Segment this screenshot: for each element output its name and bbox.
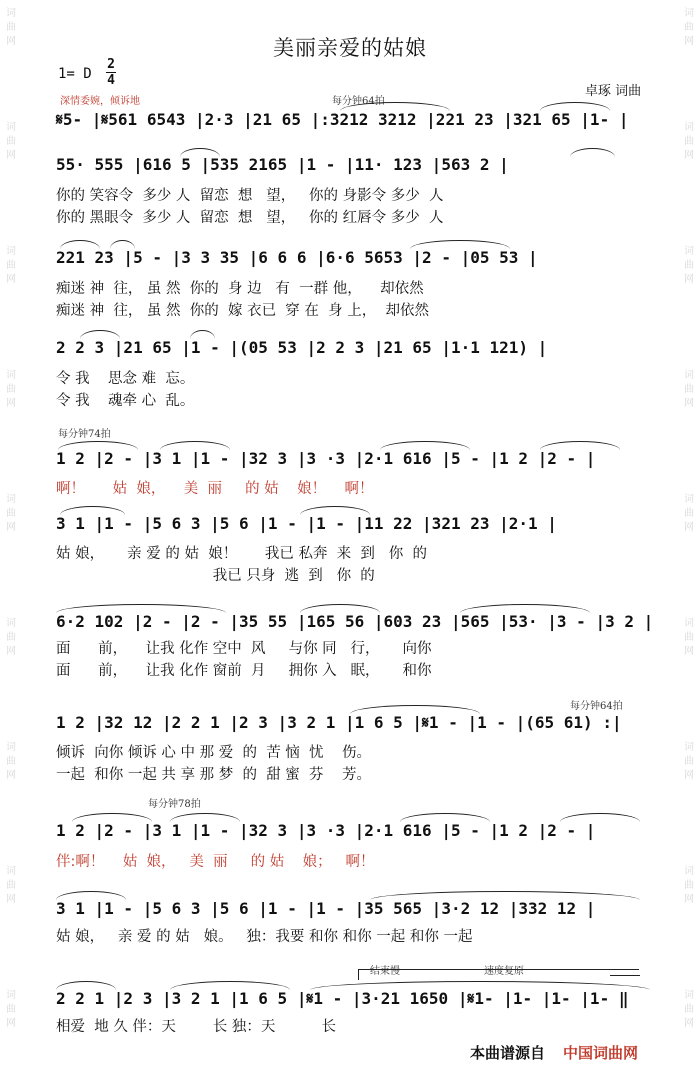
source-credit	[470, 1042, 638, 1063]
watermark-char: 词	[6, 618, 16, 629]
slur	[80, 330, 120, 339]
lyric-line: 我已 只身 逃 到 你 的	[56, 568, 375, 584]
melody-line: 2 2 1 |2 3 |3 2 1 |1 6 5 |𝄋1 - |3·21 1650 |𝄋1- |1- |1- |1- ‖	[56, 989, 629, 1008]
watermark-char: 网	[6, 894, 16, 905]
watermark-char: 词	[684, 370, 694, 381]
watermark-char: 曲	[6, 136, 16, 147]
watermark-char: 网	[684, 1018, 694, 1029]
melody-line: 1 2 |2 - |3 1 |1 - |32 3 |3 ·3 |2·1 616 |5 - |1 2 |2 - |	[56, 821, 596, 840]
lyric-line: 令 我 魂牵 心 乱。	[56, 393, 195, 409]
slur	[410, 240, 510, 249]
slur	[380, 441, 470, 450]
watermark-char: 词	[684, 866, 694, 877]
slur	[350, 705, 480, 714]
slur	[570, 148, 615, 157]
lyric-line: 你的 笑容令 多少 人 留恋 想 望， 你的 身影令 多少 人	[56, 188, 444, 204]
lyric-line: 伴:啊！ 姑 娘， 美 丽 的 姑 娘； 啊！	[56, 854, 375, 870]
watermark-char: 曲	[6, 384, 16, 395]
watermark-char: 曲	[684, 136, 694, 147]
slur	[560, 813, 640, 822]
watermark-char: 词	[6, 990, 16, 1001]
slur	[58, 441, 138, 450]
watermark-char: 网	[6, 36, 16, 47]
watermark-char: 网	[684, 770, 694, 781]
watermark-char: 词	[684, 246, 694, 257]
tempo-mark: 每分钟64拍	[570, 701, 623, 712]
watermark-char: 曲	[684, 384, 694, 395]
song-title: 美丽亲爱的姑娘	[273, 36, 427, 60]
watermark-char: 网	[6, 1018, 16, 1029]
slur	[460, 604, 590, 613]
watermark-char: 词	[6, 370, 16, 381]
watermark-char: 网	[6, 274, 16, 285]
lyric-line: 面 前， 让我 化作 空中 风 与你 同 行， 向你	[56, 641, 432, 657]
key-signature: 1= D	[58, 66, 92, 82]
watermark-char: 曲	[684, 22, 694, 33]
source-prefix: 本曲谱源自	[470, 1044, 546, 1062]
watermark-char: 曲	[684, 880, 694, 891]
slur	[370, 891, 640, 900]
slur	[160, 441, 230, 450]
watermark-char: 网	[684, 522, 694, 533]
tempo-mark: 每分钟64拍	[332, 96, 385, 107]
watermark-char: 网	[6, 150, 16, 161]
slur	[60, 240, 100, 249]
watermark-char: 词	[684, 618, 694, 629]
lyric-line: 相爱 地 久 伴：天 长 独：天 长	[56, 1019, 337, 1035]
tempo-mark: 速度复原	[484, 966, 524, 977]
slur	[300, 506, 370, 515]
tempo-bracket-end	[610, 975, 640, 976]
watermark-char: 曲	[6, 1004, 16, 1015]
watermark-char: 曲	[6, 22, 16, 33]
watermark-char: 曲	[684, 756, 694, 767]
meter-top: 2	[107, 57, 115, 72]
watermark-char: 词	[684, 8, 694, 19]
lyric-line: 痴迷 神 往， 虽 然 你的 身 边 有 一群 他， 却依然	[56, 281, 424, 297]
lyric-line: 倾诉 向你 倾诉 心 中 那 爱 的 苦 恼 忧 伤。	[56, 745, 371, 761]
watermark-char: 网	[6, 646, 16, 657]
watermark-char: 网	[684, 646, 694, 657]
watermark-char: 词	[684, 990, 694, 1001]
time-signature	[104, 58, 118, 87]
watermark-char: 曲	[6, 260, 16, 271]
slur	[190, 330, 215, 339]
slur	[60, 506, 125, 515]
slur	[56, 981, 116, 990]
lyric-line: 令 我 思念 难 忘。	[56, 371, 195, 387]
watermark-char: 词	[6, 866, 16, 877]
melody-line: 1 2 |2 - |3 1 |1 - |32 3 |3 ·3 |2·1 616 |5 - |1 2 |2 - |	[56, 449, 596, 468]
watermark-char: 网	[684, 150, 694, 161]
watermark-char: 曲	[6, 508, 16, 519]
slur	[400, 813, 490, 822]
expression-mark: 深情委婉，倾诉地	[60, 96, 140, 107]
melody-line: 3 1 |1 - |5 6 3 |5 6 |1 - |1 - |35 565 |3·2 12 |332 12 |	[56, 899, 596, 918]
lyric-line: 姑 娘， 亲 爱 的 姑 娘。 独：我要 和你 和你 一起 和你 一起	[56, 929, 473, 945]
tempo-bracket	[358, 969, 639, 980]
slur	[310, 981, 650, 990]
lyric-line: 痴迷 神 往， 虽 然 你的 嫁 衣已 穿 在 身 上， 却依然	[56, 303, 429, 319]
watermark-char: 曲	[6, 880, 16, 891]
slur	[56, 891, 126, 900]
author-credit: 卓琢 词曲	[585, 84, 642, 99]
watermark-char: 词	[6, 494, 16, 505]
melody-line: 6·2 102 |2 - |2 - |35 55 |165 56 |603 23 |565 |53· |3 - |3 2 |	[56, 612, 654, 631]
watermark-char: 曲	[6, 756, 16, 767]
tempo-mark: 结束慢	[370, 966, 400, 977]
watermark-char: 曲	[684, 632, 694, 643]
slur	[540, 102, 610, 111]
slur	[170, 981, 290, 990]
melody-line: 221 23 |5 - |3 3 35 |6 6 6 |6·6 5653 |2 - |05 53 |	[56, 248, 538, 267]
melody-line: 3 1 |1 - |5 6 3 |5 6 |1 - |1 - |11 22 |321 23 |2·1 |	[56, 514, 557, 533]
slur	[540, 441, 620, 450]
melody-line: 2 2 3 |21 65 |1 - |(05 53 |2 2 3 |21 65 |1·1 121) |	[56, 338, 548, 357]
watermark-char: 词	[684, 494, 694, 505]
watermark-char: 网	[684, 36, 694, 47]
melody-line: 𝄋5- |𝄋561 6543 |2·3 |21 65 |:3212 3212 |221 23 |321 65 |1- |	[56, 110, 629, 129]
watermark-char: 网	[6, 522, 16, 533]
slur	[72, 813, 152, 822]
lyric-line: 姑 娘， 亲 爱 的 姑 娘！ 我已 私奔 来 到 你 的	[56, 546, 427, 562]
watermark-char: 词	[6, 122, 16, 133]
watermark-char: 网	[684, 398, 694, 409]
watermark-char: 网	[6, 398, 16, 409]
meter-bottom: 4	[107, 73, 115, 88]
watermark-char: 词	[6, 8, 16, 19]
slur	[56, 604, 226, 613]
melody-line: 1 2 |32 12 |2 2 1 |2 3 |3 2 1 |1 6 5 |𝄋1 - |1 - |(65 61) :|	[56, 713, 622, 732]
watermark-char: 曲	[684, 508, 694, 519]
watermark-char: 词	[6, 246, 16, 257]
slur	[300, 604, 380, 613]
source-brand-link[interactable]: 中国词曲网	[563, 1044, 639, 1062]
lyric-line: 一起 和你 一起 共 享 那 梦 的 甜 蜜 芬 芳。	[56, 767, 371, 783]
melody-line: 55· 555 |616 5 |535 2165 |1 - |11· 123 |563 2 |	[56, 155, 509, 174]
watermark-char: 曲	[684, 1004, 694, 1015]
watermark-char: 网	[6, 770, 16, 781]
tempo-mark: 每分钟74拍	[58, 429, 111, 440]
left-watermark-strip	[0, 0, 22, 1086]
watermark-char: 曲	[6, 632, 16, 643]
slur	[170, 813, 240, 822]
watermark-char: 词	[684, 742, 694, 753]
slur	[110, 240, 135, 249]
watermark-char: 曲	[684, 260, 694, 271]
right-watermark-strip	[678, 0, 700, 1086]
lyric-line: 啊！ 姑 娘， 美 丽 的 姑 娘！ 啊！	[56, 481, 374, 497]
lyric-line: 你的 黑眼令 多少 人 留恋 想 望， 你的 红唇令 多少 人	[56, 210, 444, 226]
lyric-line: 面 前， 让我 化作 窗前 月 拥你 入 眠， 和你	[56, 663, 432, 679]
watermark-char: 词	[6, 742, 16, 753]
tempo-mark: 每分钟78拍	[148, 799, 201, 810]
slur	[180, 148, 220, 157]
watermark-char: 词	[684, 122, 694, 133]
watermark-char: 网	[684, 894, 694, 905]
watermark-char: 网	[684, 274, 694, 285]
